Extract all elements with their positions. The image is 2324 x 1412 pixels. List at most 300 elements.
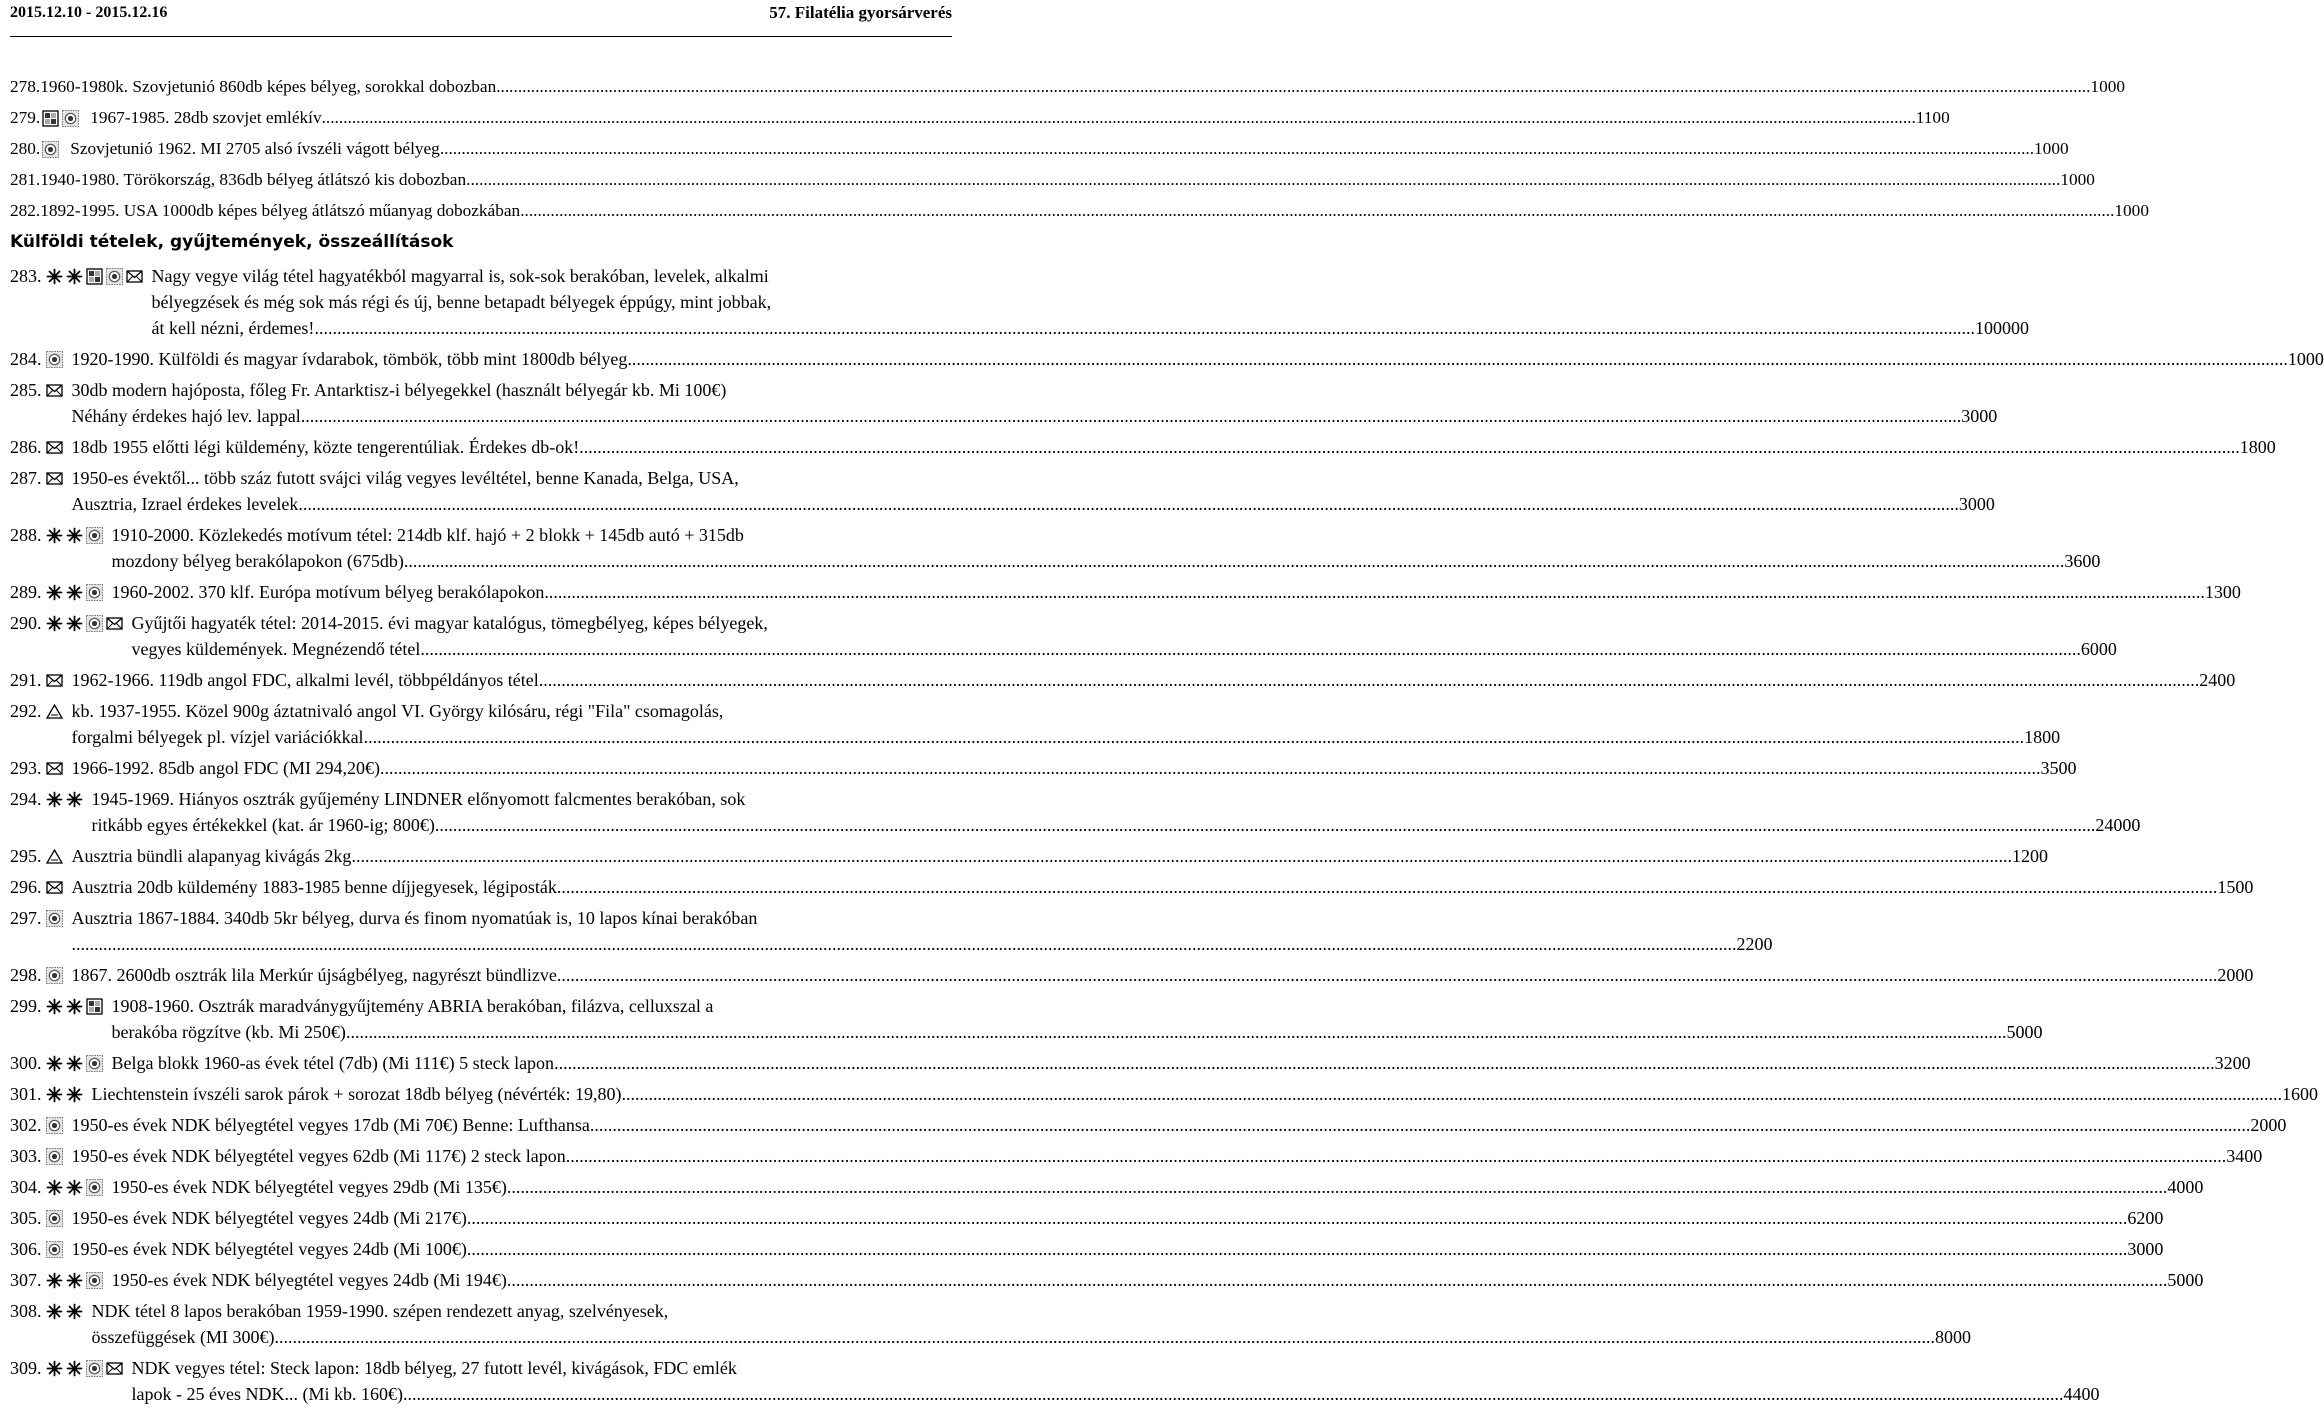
lot-number: 286. xyxy=(10,437,42,457)
dot-leader xyxy=(380,755,2041,781)
lot-body xyxy=(92,1298,1971,1350)
lot-text: Ausztria, Izrael érdekes levelek xyxy=(71,494,299,514)
lot-icons xyxy=(46,1236,66,1262)
dot-leader xyxy=(420,636,2081,662)
lot-row xyxy=(10,263,2029,341)
lot-last-line xyxy=(72,962,2254,988)
mint-icon xyxy=(66,1360,83,1377)
lot-icons xyxy=(46,1081,86,1107)
lot-body xyxy=(72,667,2236,693)
lot-item xyxy=(10,993,2043,1045)
lot-row xyxy=(10,610,2117,662)
lot-text-line: 1950-es évektől... több száz futott svájci világ vegyes levéltétel, benne Kanada, Belga, USA, xyxy=(71,468,739,488)
lot-row xyxy=(10,579,2241,605)
lot-text-line: Gyűjtői hagyaték tétel: 2014-2015. évi magyar katalógus, tömegbélyeg, képes bélyegek, xyxy=(131,613,768,633)
lot-row xyxy=(10,1143,2263,1169)
lot-text: át kell nézni, érdemes! xyxy=(151,318,315,338)
lot-body xyxy=(40,74,2125,100)
dot-leader xyxy=(507,1174,2168,1200)
lot-item xyxy=(10,1081,2318,1107)
mint-icon xyxy=(66,615,83,632)
lot-row xyxy=(10,993,2043,1045)
lot-item xyxy=(10,522,2101,574)
lot-last-line xyxy=(40,198,2149,224)
triangle-icon xyxy=(46,848,63,865)
lot-icons xyxy=(46,698,66,724)
dot-leader xyxy=(579,434,2240,460)
lot-number: 295. xyxy=(10,846,42,866)
lot-item xyxy=(10,843,2048,869)
lot-number: 308. xyxy=(10,1301,42,1321)
lot-number: 303. xyxy=(10,1146,42,1166)
lot-row xyxy=(10,465,1995,517)
dot-leader xyxy=(539,667,2200,693)
lot-last-line xyxy=(112,1267,2204,1293)
lot-row xyxy=(10,1298,1971,1350)
lot-item xyxy=(10,610,2117,662)
stamp-icon xyxy=(86,1360,103,1377)
lot-item xyxy=(10,1112,2287,1138)
mint-icon xyxy=(66,527,83,544)
lot-body xyxy=(112,993,2043,1045)
mint-icon xyxy=(66,1086,83,1103)
lot-icons xyxy=(46,786,86,812)
lot-text: 1950-es évek NDK bélyegtétel vegyes 29db (Mi 135€) xyxy=(111,1177,507,1197)
lot-icons xyxy=(42,105,82,131)
mint-icon xyxy=(46,998,63,1015)
lot-row xyxy=(10,522,2101,574)
lot-row xyxy=(10,786,2141,838)
lot-price: 3000 xyxy=(1958,494,1995,514)
lot-icons xyxy=(46,993,106,1019)
lot-price: 3200 xyxy=(2214,1053,2251,1073)
dot-leader xyxy=(557,962,2218,988)
lot-price: 2200 xyxy=(1736,934,1773,954)
lot-body xyxy=(40,198,2149,224)
lot-last-line xyxy=(72,1143,2263,1169)
lot-body xyxy=(112,579,2241,605)
lot-icons xyxy=(46,1267,106,1293)
lot-text-line: 1910-2000. Közlekedés motívum tétel: 214db klf. hajó + 2 blokk + 145db autó + 315db xyxy=(111,525,744,545)
lot-row xyxy=(10,905,1773,957)
stamp-icon xyxy=(46,1241,63,1258)
lot-text: 18db 1955 előtti légi küldemény, közte tengerentúliak. Érdekes db-ok! xyxy=(71,437,580,457)
dot-leader xyxy=(322,105,1916,131)
lot-text: forgalmi bélyegek pl. vízjel variációkkal xyxy=(71,727,364,747)
dot-leader xyxy=(590,1112,2251,1138)
dot-leader xyxy=(557,874,2218,900)
lot-last-line xyxy=(112,579,2241,605)
lot-icons xyxy=(46,1143,66,1169)
lot-last-line xyxy=(72,874,2254,900)
lot-item xyxy=(10,377,1998,429)
lot-text: 1940-1980. Törökország, 836db bélyeg átlátszó kis dobozban xyxy=(40,170,467,189)
lot-text: összefüggések (MI 300€) xyxy=(91,1327,275,1347)
lot-item xyxy=(10,786,2141,838)
dot-leader xyxy=(435,812,2096,838)
lot-number: 299. xyxy=(10,996,42,1016)
dot-leader xyxy=(351,843,2012,869)
lot-body xyxy=(112,1174,2204,1200)
mint-icon xyxy=(46,1272,63,1289)
lot-number: 288. xyxy=(10,525,42,545)
lot-text-line: NDK vegyes tétel: Steck lapon: 18db bélyeg, 27 futott levél, kivágások, FDC emlék xyxy=(131,1358,737,1378)
dot-leader xyxy=(76,931,1737,957)
lot-text: mozdony bélyeg berakólapokon (675db) xyxy=(111,551,404,571)
lot-last-line xyxy=(72,1205,2164,1231)
lot-price: 3600 xyxy=(2064,551,2101,571)
triangle-icon xyxy=(46,703,63,720)
lot-row xyxy=(10,1205,2164,1231)
lot-body xyxy=(72,843,2048,869)
lot-number: 287. xyxy=(10,468,42,488)
mint-icon xyxy=(66,268,83,285)
lot-price: 1000 xyxy=(2034,139,2069,158)
dot-leader xyxy=(346,1019,2007,1045)
lot-text: Ausztria 20db küldemény 1883-1985 benne díjjegyesek, légiposták xyxy=(71,877,557,897)
lot-text-line: bélyegzések és még sok más régi és új, benne betapadt bélyegek éppúgy, mint jobbak, xyxy=(151,292,772,312)
lot-item xyxy=(10,1267,2204,1293)
lot-row xyxy=(10,1081,2318,1107)
stamp-icon xyxy=(46,910,63,927)
mint-icon xyxy=(66,1303,83,1320)
lot-row xyxy=(10,136,2069,162)
auction-date-range: 2015.12.10 - 2015.12.16 xyxy=(10,4,168,21)
lot-item xyxy=(10,698,2061,750)
lot-icons xyxy=(46,377,66,403)
lot-row xyxy=(10,1355,2100,1407)
lot-text: 1867. 2600db osztrák lila Merkúr újságbélyeg, nagyrészt bündlizve xyxy=(71,965,557,985)
lot-row xyxy=(10,843,2048,869)
block-icon xyxy=(42,110,59,127)
lot-body xyxy=(72,465,1995,517)
lot-body xyxy=(112,522,2101,574)
lot-number: 306. xyxy=(10,1239,42,1259)
stamp-icon xyxy=(42,141,59,158)
lot-text-line: 1908-1960. Osztrák maradványgyűjtemény ABRIA berakóban, filázva, celluxszal a xyxy=(111,996,714,1016)
lot-text: . xyxy=(71,934,76,954)
lot-body xyxy=(72,1236,2164,1262)
lot-body xyxy=(72,346,2324,372)
dot-leader xyxy=(507,1267,2168,1293)
lot-text: Ausztria bündli alapanyag kivágás 2kg xyxy=(71,846,352,866)
lot-list xyxy=(10,74,2324,1412)
lot-number: 285. xyxy=(10,380,42,400)
cover-icon xyxy=(46,382,63,399)
lot-number: 298. xyxy=(10,965,42,985)
lot-item xyxy=(10,874,2254,900)
lot-price: 3400 xyxy=(2226,1146,2263,1166)
dot-leader xyxy=(301,403,1962,429)
dot-leader xyxy=(627,346,2288,372)
lot-icons xyxy=(46,1205,66,1231)
lot-row xyxy=(10,1236,2164,1262)
mint-icon xyxy=(46,1360,63,1377)
dot-leader xyxy=(554,1050,2215,1076)
mint-icon xyxy=(66,998,83,1015)
mint-icon xyxy=(46,1303,63,1320)
lot-text: 1950-es évek NDK bélyegtétel vegyes 17db (Mi 70€) Benne: Lufthansa xyxy=(71,1115,590,1135)
lot-text: Belga blokk 1960-as évek tétel (7db) (Mi 111€) 5 steck lapon xyxy=(111,1053,555,1073)
lot-last-line xyxy=(72,491,1995,517)
lot-body xyxy=(152,263,2029,341)
lot-icons xyxy=(46,667,66,693)
lot-number: 296. xyxy=(10,877,42,897)
lot-last-line xyxy=(72,1112,2287,1138)
dot-leader xyxy=(298,491,1959,517)
lot-row xyxy=(10,962,2254,988)
lot-number: 284. xyxy=(10,349,42,369)
lot-price: 24000 xyxy=(2095,815,2141,835)
lot-body xyxy=(72,874,2254,900)
lot-number: 304. xyxy=(10,1177,42,1197)
dot-leader xyxy=(314,315,1975,341)
lot-text-line: NDK tétel 8 lapos berakóban 1959-1990. szépen rendezett anyag, szelvényesek, xyxy=(91,1301,669,1321)
lot-row xyxy=(10,377,1998,429)
stamp-icon xyxy=(62,110,79,127)
lot-price: 4000 xyxy=(2167,1177,2204,1197)
lot-icons xyxy=(46,1050,106,1076)
mint-icon xyxy=(66,791,83,808)
lot-last-line xyxy=(92,1324,1971,1350)
stamp-icon xyxy=(86,1055,103,1072)
dot-leader xyxy=(566,1143,2227,1169)
lot-body xyxy=(72,434,2276,460)
lot-text: Néhány érdekes hajó lev. lappal xyxy=(71,406,301,426)
lot-number: 283. xyxy=(10,266,42,286)
block-icon xyxy=(86,268,103,285)
lot-number: 290. xyxy=(10,613,42,633)
lot-last-line xyxy=(112,548,2101,574)
mint-icon xyxy=(46,527,63,544)
mint-icon xyxy=(66,1272,83,1289)
auction-title: 57. Filatélia gyorsárverés xyxy=(769,3,952,22)
lot-text-line: Ausztria 1867-1884. 340db 5kr bélyeg, durva és finom nyomatúak is, 10 lapos kínai berakóban xyxy=(71,908,758,928)
dot-leader xyxy=(466,167,2060,193)
lot-item xyxy=(10,1298,1971,1350)
lot-text: 1967-1985. 28db szovjet emlékív xyxy=(90,108,322,127)
lot-price: 1100 xyxy=(1915,108,1950,127)
lot-price: 4400 xyxy=(2063,1384,2100,1404)
lot-body xyxy=(72,1143,2263,1169)
lot-text: 1950-es évek NDK bélyegtétel vegyes 24db (Mi 217€) xyxy=(71,1208,467,1228)
cover-icon xyxy=(106,615,123,632)
lot-item xyxy=(10,1355,2100,1407)
lot-body xyxy=(72,1205,2164,1231)
dot-leader xyxy=(404,548,2065,574)
lot-price: 5000 xyxy=(2167,1270,2204,1290)
lot-text: 1960-2002. 370 klf. Európa motívum bélyeg berakólapokon xyxy=(111,582,545,602)
lot-price: 1000 xyxy=(2090,77,2125,96)
dot-leader xyxy=(467,1205,2128,1231)
section-title: Külföldi tételek, gyűjtemények, összeállítások xyxy=(10,232,454,252)
lot-last-line xyxy=(72,931,1773,957)
lot-text: vegyes küldemények. Megnézendő tétel xyxy=(131,639,421,659)
lot-text: Liechtenstein ívszéli sarok párok + sorozat 18db bélyeg (névérték: 19,80) xyxy=(91,1084,622,1104)
stamp-icon xyxy=(86,527,103,544)
cover-icon xyxy=(46,760,63,777)
lot-last-line xyxy=(70,136,2068,162)
lot-item xyxy=(10,667,2236,693)
stamp-icon xyxy=(46,351,63,368)
dot-leader xyxy=(364,724,2025,750)
lot-icons xyxy=(46,1112,66,1138)
lot-price: 1600 xyxy=(2281,1084,2318,1104)
lot-last-line xyxy=(40,74,2125,100)
lot-icons xyxy=(46,434,66,460)
lot-text: 1960-1980k. Szovjetunió 860db képes bélyeg, sorokkal dobozban xyxy=(40,77,497,96)
lot-text: 1950-es évek NDK bélyegtétel vegyes 24db (Mi 100€) xyxy=(71,1239,467,1259)
lot-body xyxy=(132,1355,2100,1407)
lot-row xyxy=(10,74,2125,100)
lot-number: 281. xyxy=(10,170,41,189)
lot-icons xyxy=(46,346,66,372)
lot-last-line xyxy=(132,636,2117,662)
lot-text: berakóba rögzítve (kb. Mi 250€) xyxy=(111,1022,346,1042)
lot-price: 1000 xyxy=(2287,349,2324,369)
lot-price: 5000 xyxy=(2006,1022,2043,1042)
lot-price: 2000 xyxy=(2217,965,2254,985)
lot-body xyxy=(90,105,1949,131)
lot-row xyxy=(10,198,2149,224)
lot-number: 280. xyxy=(10,139,41,158)
lot-number: 300. xyxy=(10,1053,42,1073)
lot-row xyxy=(10,105,1950,131)
lot-last-line xyxy=(152,315,2029,341)
lot-row xyxy=(10,1174,2204,1200)
lot-item xyxy=(10,105,1950,131)
cover-icon xyxy=(46,879,63,896)
lot-item xyxy=(10,263,2029,341)
lot-body xyxy=(72,755,2077,781)
lot-item xyxy=(10,1236,2164,1262)
lot-item xyxy=(10,465,1995,517)
lot-number: 307. xyxy=(10,1270,42,1290)
lot-row xyxy=(10,167,2095,193)
mint-icon xyxy=(46,1179,63,1196)
lot-icons xyxy=(42,136,62,162)
lot-number: 279. xyxy=(10,108,41,127)
lot-last-line xyxy=(72,403,1998,429)
lot-number: 301. xyxy=(10,1084,42,1104)
lot-price: 3000 xyxy=(1961,406,1998,426)
lot-last-line xyxy=(72,434,2276,460)
lot-icons xyxy=(46,522,106,548)
mint-icon xyxy=(46,268,63,285)
lot-price: 3000 xyxy=(2127,1239,2164,1259)
lot-number: 291. xyxy=(10,670,42,690)
lot-item xyxy=(10,579,2241,605)
lot-last-line xyxy=(72,755,2077,781)
lot-item xyxy=(10,1174,2204,1200)
lot-row xyxy=(10,874,2254,900)
lot-number: 305. xyxy=(10,1208,42,1228)
stamp-icon xyxy=(106,268,123,285)
lot-item xyxy=(10,755,2077,781)
lot-body xyxy=(72,698,2061,750)
stamp-icon xyxy=(46,1210,63,1227)
lot-number: 309. xyxy=(10,1358,42,1378)
lot-text-line: kb. 1937-1955. Közel 900g áztatnivaló angol VI. György kilósáru, régi "Fila" csomagolás, xyxy=(71,701,724,721)
stamp-icon xyxy=(86,615,103,632)
lot-price: 1500 xyxy=(2217,877,2254,897)
stamp-icon xyxy=(46,967,63,984)
mint-icon xyxy=(46,1055,63,1072)
cover-icon xyxy=(46,672,63,689)
stamp-icon xyxy=(86,584,103,601)
lot-row xyxy=(10,755,2077,781)
lot-price: 1200 xyxy=(2011,846,2048,866)
lot-item xyxy=(10,962,2254,988)
lot-last-line xyxy=(72,667,2236,693)
lot-icons xyxy=(46,1298,86,1324)
lot-icons xyxy=(46,263,146,289)
lot-last-line xyxy=(92,1081,2318,1107)
lot-text: 1892-1995. USA 1000db képes bélyeg átlátszó műanyag dobozkában xyxy=(40,201,521,220)
lot-row xyxy=(10,667,2236,693)
lot-text: lapok - 25 éves NDK... (Mi kb. 160€) xyxy=(131,1384,403,1404)
lot-last-line xyxy=(72,1236,2164,1262)
mint-icon xyxy=(46,615,63,632)
mint-icon xyxy=(46,791,63,808)
lot-body xyxy=(112,1267,2204,1293)
page-header xyxy=(10,0,952,37)
lot-price: 3500 xyxy=(2040,758,2077,778)
lot-icons xyxy=(46,579,106,605)
dot-leader xyxy=(403,1381,2064,1407)
lot-last-line xyxy=(112,1019,2043,1045)
lot-price: 100000 xyxy=(1974,318,2029,338)
lot-row xyxy=(10,698,2061,750)
dot-leader xyxy=(467,1236,2128,1262)
lot-number: 292. xyxy=(10,701,42,721)
lot-row xyxy=(10,434,2276,460)
lot-icons xyxy=(46,610,126,636)
lot-body xyxy=(40,167,2095,193)
lot-body xyxy=(72,962,2254,988)
cover-icon xyxy=(46,470,63,487)
mint-icon xyxy=(46,1086,63,1103)
lot-icons xyxy=(46,843,66,869)
stamp-icon xyxy=(86,1272,103,1289)
lot-icons xyxy=(46,905,66,931)
lot-last-line xyxy=(40,167,2095,193)
lot-price: 1000 xyxy=(2114,201,2149,220)
lot-text: 1962-1966. 119db angol FDC, alkalmi levél, többpéldányos tétel xyxy=(71,670,539,690)
lot-body xyxy=(72,1112,2287,1138)
lot-last-line xyxy=(92,812,2141,838)
mint-icon xyxy=(66,584,83,601)
lot-last-line xyxy=(72,843,2048,869)
lot-text: 1966-1992. 85db angol FDC (MI 294,20€) xyxy=(71,758,380,778)
cover-icon xyxy=(46,439,63,456)
lot-item xyxy=(10,136,2069,162)
stamp-icon xyxy=(46,1148,63,1165)
lot-body xyxy=(92,786,2141,838)
lot-item xyxy=(10,434,2276,460)
lot-body xyxy=(92,1081,2318,1107)
lot-body xyxy=(70,136,2068,162)
lot-price: 2000 xyxy=(2250,1115,2287,1135)
lot-number: 278. xyxy=(10,77,41,96)
dot-leader xyxy=(440,136,2034,162)
lot-number: 282. xyxy=(10,201,41,220)
lot-price: 6000 xyxy=(2080,639,2117,659)
lot-text: Szovjetunió 1962. MI 2705 alsó ívszéli vágott bélyeg xyxy=(70,139,440,158)
lot-price: 2400 xyxy=(2199,670,2236,690)
lot-body xyxy=(72,377,1998,429)
lot-last-line xyxy=(72,346,2324,372)
